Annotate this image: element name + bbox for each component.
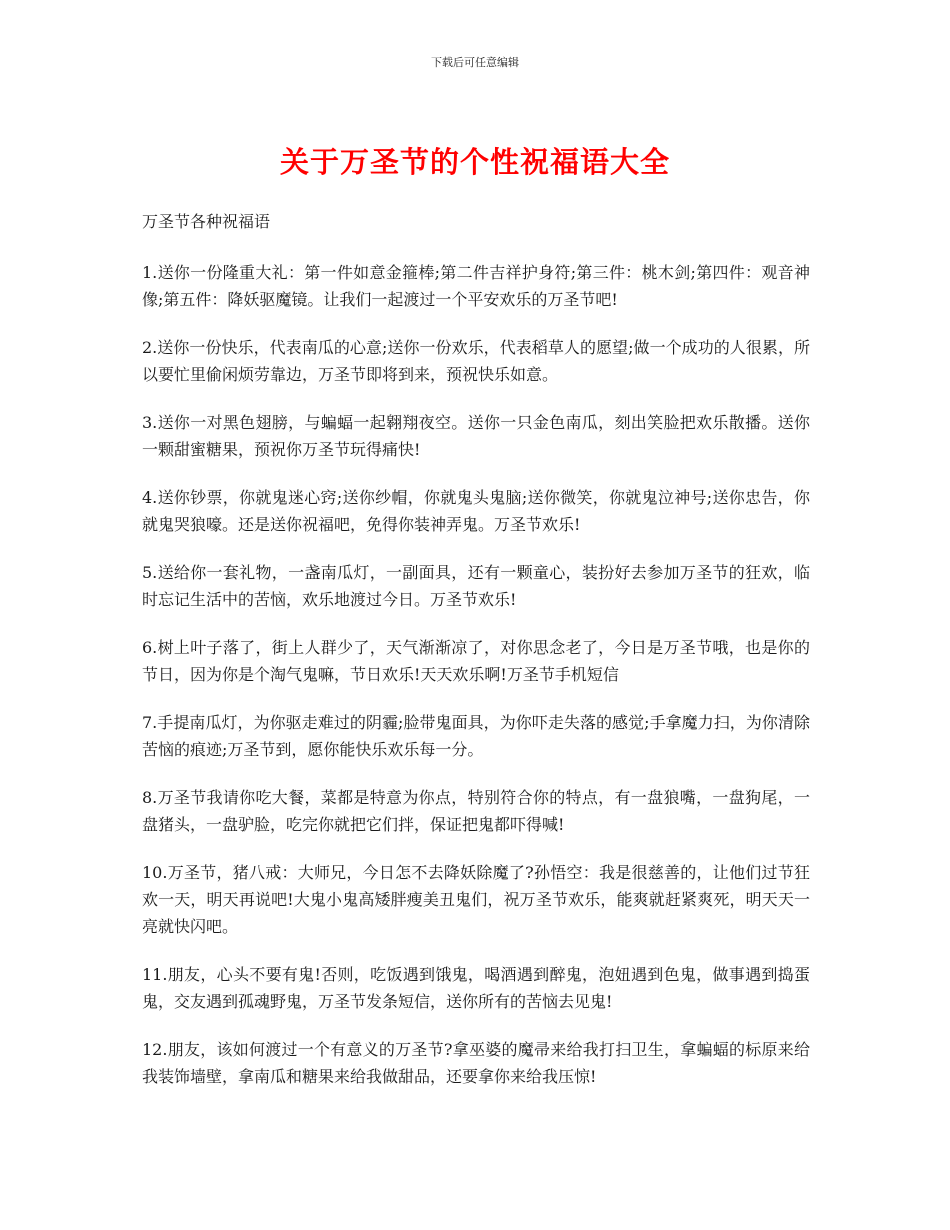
greeting-item: 3.送你一对黑色翅膀，与蝙蝠一起翱翔夜空。送你一只金色南瓜，刻出笑脸把欢乐散播。送你一颗甜蜜糖果，预祝你万圣节玩得痛快! [142, 413, 810, 459]
greeting-item: 7.手提南瓜灯，为你驱走难过的阴霾;脸带鬼面具，为你吓走失落的感觉;手拿魔力扫，为你清除苦恼的痕迹;万圣节到，愿你能快乐欢乐每一分。 [142, 713, 810, 759]
greeting-item: 6.树上叶子落了，街上人群少了，天气渐渐凉了，对你思念老了，今日是万圣节哦，也是你的节日，因为你是个淘气鬼嘛，节日欢乐!天天欢乐啊!万圣节手机短信 [142, 638, 810, 684]
greeting-item: 1.送你一份隆重大礼：第一件如意金箍棒;第二件吉祥护身符;第三件：桃木剑;第四件：观音神像;第五件：降妖驱魔镜。让我们一起渡过一个平安欢乐的万圣节吧! [142, 263, 810, 309]
greeting-item: 2.送你一份快乐，代表南瓜的心意;送你一份欢乐，代表稻草人的愿望;做一个成功的人很累，所以要忙里偷闲烦劳靠边，万圣节即将到来，预祝快乐如意。 [142, 338, 810, 384]
greeting-item: 12.朋友，该如何渡过一个有意义的万圣节?拿巫婆的魔帚来给我打扫卫生，拿蝙蝠的标原来给我装饰墙壁，拿南瓜和糖果来给我做甜品，还要拿你来给我压惊! [142, 1040, 810, 1086]
greeting-item: 4.送你钞票，你就鬼迷心窍;送你纱帽，你就鬼头鬼脑;送你微笑，你就鬼泣神号;送你忠告，你就鬼哭狼嚎。还是送你祝福吧，免得你装神弄鬼。万圣节欢乐! [142, 488, 810, 534]
greeting-item: 5.送给你一套礼物，一盏南瓜灯，一副面具，还有一颗童心，装扮好去参加万圣节的狂欢，临时忘记生活中的苦恼，欢乐地渡过今日。万圣节欢乐! [142, 563, 810, 609]
greeting-item: 8.万圣节我请你吃大餐，菜都是特意为你点，特别符合你的特点，有一盘狼嘴，一盘狗尾，一盘猪头，一盘驴脸，吃完你就把它们拌，保证把鬼都吓得喊! [142, 788, 810, 834]
document-body [142, 208, 810, 1111]
greeting-item: 10.万圣节，猪八戒：大师兄，今日怎不去降妖除魔了?孙悟空：我是很慈善的，让他们过节狂欢一天，明天再说吧!大鬼小鬼高矮胖瘦美丑鬼们，祝万圣节欢乐，能爽就赶紧爽死，明天天一亮就快闪吧。 [142, 863, 810, 936]
section-subtitle: 万圣节各种祝福语 [142, 212, 271, 231]
greeting-item: 11.朋友，心头不要有鬼!否则，吃饭遇到饿鬼，喝酒遇到醉鬼，泡妞遇到色鬼，做事遇到捣蛋鬼，交友遇到孤魂野鬼，万圣节发条短信，送你所有的苦恼去见鬼! [142, 965, 810, 1011]
document-title: 关于万圣节的个性祝福语大全 [279, 145, 670, 179]
page-header-note: 下载后可任意编辑 [431, 56, 519, 69]
